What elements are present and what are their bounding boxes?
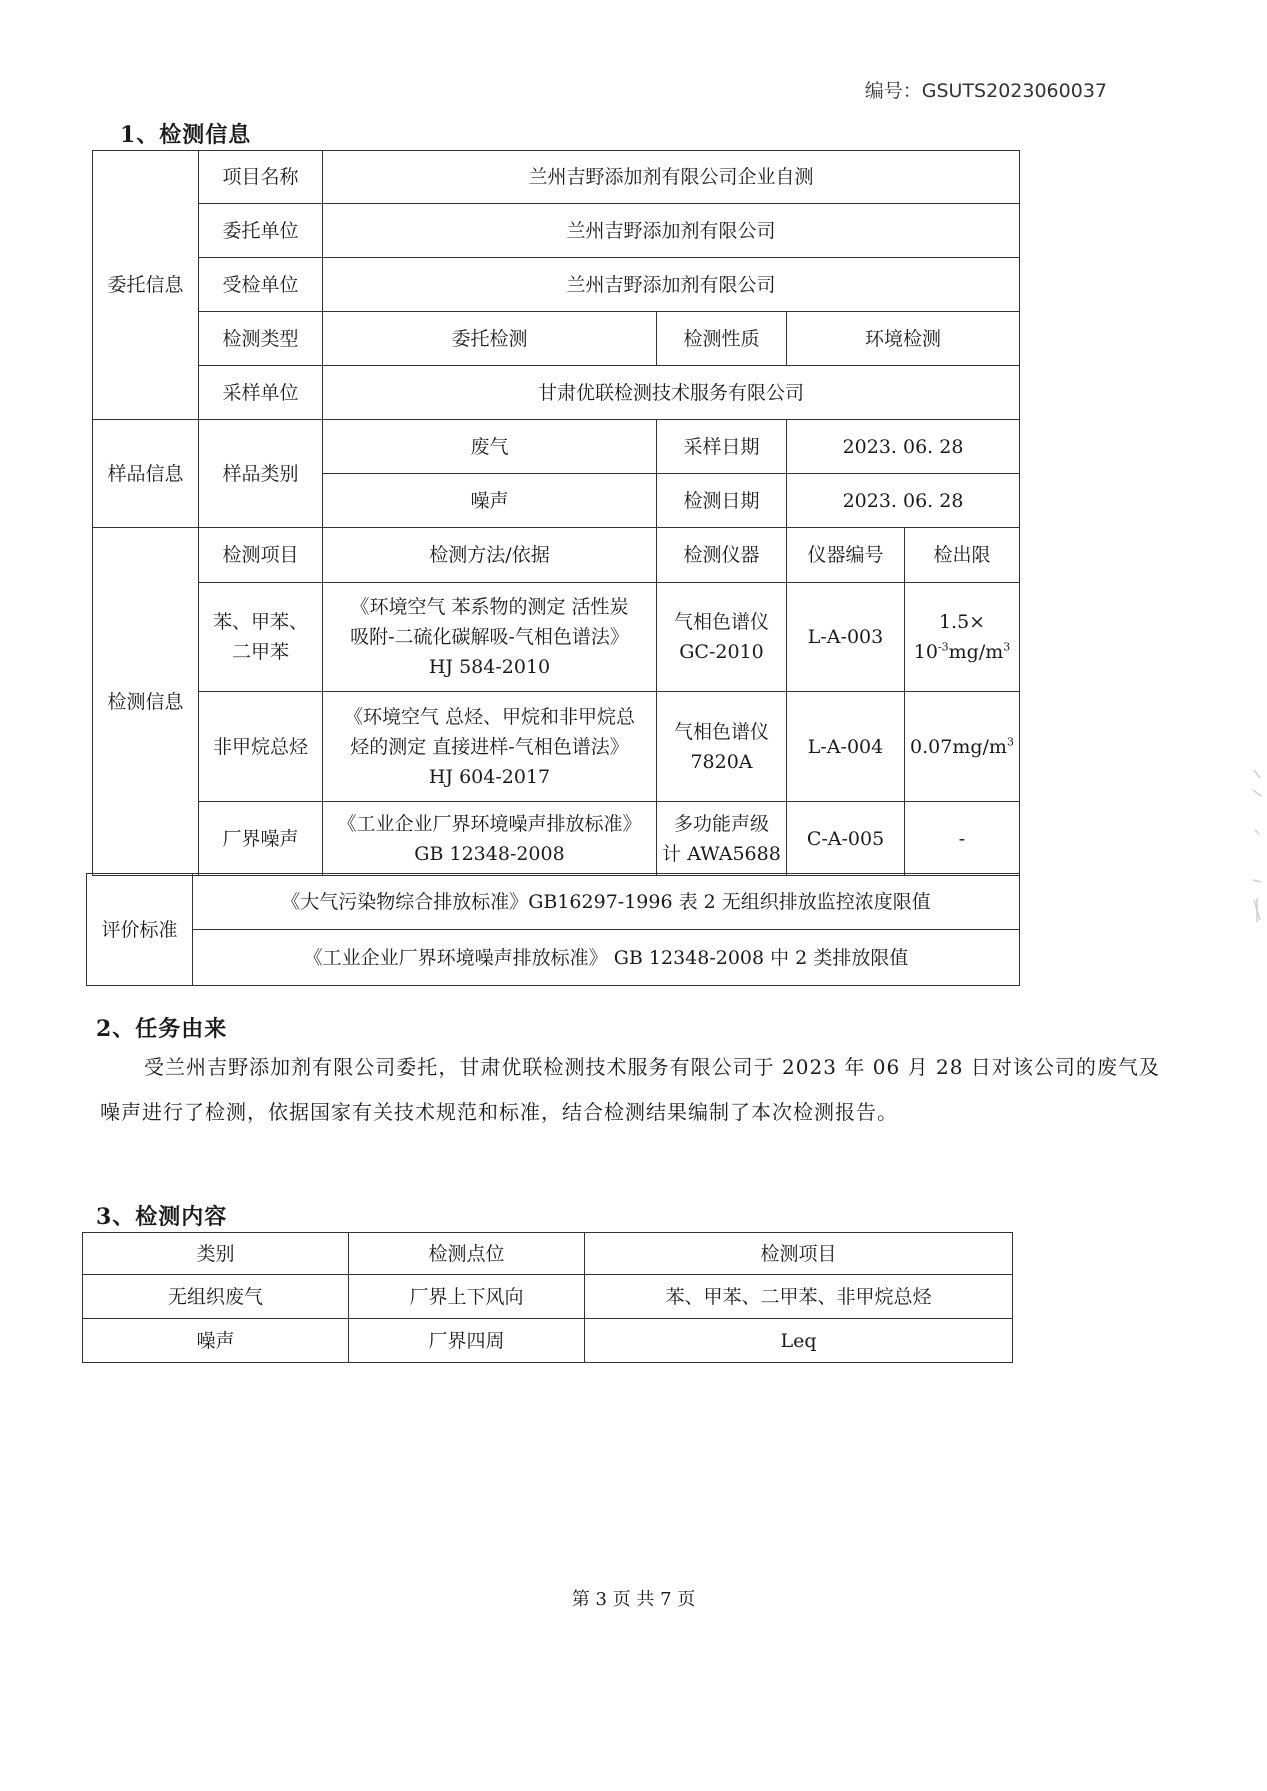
test-date-label: 检测日期 xyxy=(657,474,787,528)
instrument-no-cell: L-A-003 xyxy=(787,583,905,692)
group-sample-info: 样品信息 xyxy=(93,420,199,528)
header-test-method: 检测方法/依据 xyxy=(323,528,657,583)
header-test-items: 检测项目 xyxy=(585,1233,1013,1275)
evaluation-standard-table xyxy=(86,873,1020,986)
test-method-cell xyxy=(323,583,657,692)
table-row xyxy=(93,583,1020,692)
instrument-cell xyxy=(657,802,787,876)
detection-limit-cell xyxy=(905,583,1020,692)
instrument-no-cell: L-A-004 xyxy=(787,692,905,802)
table-row xyxy=(83,1275,1013,1319)
test-method-cell xyxy=(323,802,657,876)
method-line: 烃的测定 直接进样-气相色谱法》 xyxy=(350,735,629,758)
sampler-value: 甘肃优联检测技术服务有限公司 xyxy=(323,366,1020,420)
detection-limit-cell xyxy=(905,692,1020,802)
sampling-date-label: 采样日期 xyxy=(657,420,787,474)
test-content-table xyxy=(82,1232,1013,1363)
section-2-title: 2、任务由来 xyxy=(96,1016,228,1042)
inspection-info-table xyxy=(92,150,1020,876)
method-line: 《环境空气 总烃、甲烷和非甲烷总 xyxy=(343,705,636,728)
table-row xyxy=(93,802,1020,876)
section-1-title: 1、检测信息 xyxy=(120,122,252,148)
method-line: HJ 604-2017 xyxy=(428,765,551,788)
test-items-cell: Leq xyxy=(585,1319,1013,1363)
limit-exponent: -3 xyxy=(937,640,949,654)
header-test-item: 检测项目 xyxy=(199,528,323,583)
method-line: 《工业企业厂界环境噪声排放标准》 xyxy=(337,812,642,835)
header-instrument-no: 仪器编号 xyxy=(787,528,905,583)
limit-line: 1.5× xyxy=(938,611,986,633)
limit-unit-exponent: 3 xyxy=(1006,735,1014,749)
test-date-value: 2023. 06. 28 xyxy=(787,474,1020,528)
limit-unit: mg/m xyxy=(948,641,1004,663)
project-name-value: 兰州吉野添加剂有限公司企业自测 xyxy=(323,151,1020,204)
table-row xyxy=(83,1319,1013,1363)
group-evaluation-standard: 评价标准 xyxy=(87,874,193,986)
group-entrust-info: 委托信息 xyxy=(93,151,199,420)
detection-limit-cell: - xyxy=(905,802,1020,876)
method-line: HJ 584-2010 xyxy=(428,656,551,678)
instrument-line: 气相色谱仪 xyxy=(673,720,769,743)
test-item-cell: 厂界噪声 xyxy=(199,802,323,876)
method-line: GB 12348-2008 xyxy=(414,842,565,865)
test-item-cell xyxy=(199,583,323,692)
limit-unit-exponent: 3 xyxy=(1003,640,1011,654)
group-test-info: 检测信息 xyxy=(93,528,199,876)
page-footer: 第 3 页 共 7 页 xyxy=(571,1589,696,1610)
test-nature-label: 检测性质 xyxy=(657,312,787,366)
test-item-line: 苯、甲苯、 xyxy=(212,611,308,633)
sampling-date-value: 2023. 06. 28 xyxy=(787,420,1020,474)
task-origin-paragraph: 受兰州吉野添加剂有限公司委托，甘肃优联检测技术服务有限公司于 2023 年 06 月 28 日对该公司的废气及噪声进行了检测，依据国家有关技术规范和标准，结合检测结果编制了本次检测报告。 xyxy=(100,1055,1160,1124)
instrument-line: 多功能声级 xyxy=(673,812,769,835)
test-method-cell xyxy=(323,692,657,802)
inspected-unit-value: 兰州吉野添加剂有限公司 xyxy=(323,258,1020,312)
project-name-label: 项目名称 xyxy=(199,151,323,204)
category-cell: 无组织废气 xyxy=(83,1275,349,1319)
instrument-line: GC-2010 xyxy=(679,641,764,663)
test-nature-value: 环境检测 xyxy=(787,312,1020,366)
limit-base: 10 xyxy=(913,641,938,663)
instrument-cell xyxy=(657,583,787,692)
evaluation-standard-2: 《工业企业厂界环境噪声排放标准》 GB 12348-2008 中 2 类排放限值 xyxy=(193,930,1020,986)
instrument-line: 计 AWA5688 xyxy=(662,842,781,865)
instrument-line: 气相色谱仪 xyxy=(673,611,769,633)
sample-gas: 废气 xyxy=(323,420,657,474)
test-point-cell: 厂界四周 xyxy=(349,1319,585,1363)
header-detection-limit: 检出限 xyxy=(905,528,1020,583)
instrument-no-cell: C-A-005 xyxy=(787,802,905,876)
test-item-line: 二甲苯 xyxy=(231,641,289,663)
inspected-unit-label: 受检单位 xyxy=(199,258,323,312)
category-cell: 噪声 xyxy=(83,1319,349,1363)
instrument-cell xyxy=(657,692,787,802)
table-row xyxy=(93,692,1020,802)
test-point-cell: 厂界上下风向 xyxy=(349,1275,585,1319)
limit-line: 0.07mg/m xyxy=(910,735,1007,758)
header-test-point: 检测点位 xyxy=(349,1233,585,1275)
test-items-cell: 苯、甲苯、二甲苯、非甲烷总烃 xyxy=(585,1275,1013,1319)
client-value: 兰州吉野添加剂有限公司 xyxy=(323,204,1020,258)
test-type-value: 委托检测 xyxy=(323,312,657,366)
client-label: 委托单位 xyxy=(199,204,323,258)
test-type-label: 检测类型 xyxy=(199,312,323,366)
sample-noise: 噪声 xyxy=(323,474,657,528)
report-number: 编号：GSUTS2023060037 xyxy=(864,80,1107,102)
test-item-cell: 非甲烷总烃 xyxy=(199,692,323,802)
sampler-label: 采样单位 xyxy=(199,366,323,420)
scan-edge-artifact xyxy=(1251,770,1263,970)
method-line: 《环境空气 苯系物的测定 活性炭 xyxy=(350,596,629,618)
section-3-title: 3、检测内容 xyxy=(96,1204,228,1230)
sample-category-label: 样品类别 xyxy=(199,420,323,528)
evaluation-standard-1: 《大气污染物综合排放标准》GB16297-1996 表 2 无组织排放监控浓度限值 xyxy=(193,874,1020,930)
method-line: 吸附-二硫化碳解吸-气相色谱法》 xyxy=(350,626,629,648)
header-instrument: 检测仪器 xyxy=(657,528,787,583)
header-category: 类别 xyxy=(83,1233,349,1275)
instrument-line: 7820A xyxy=(690,750,753,773)
